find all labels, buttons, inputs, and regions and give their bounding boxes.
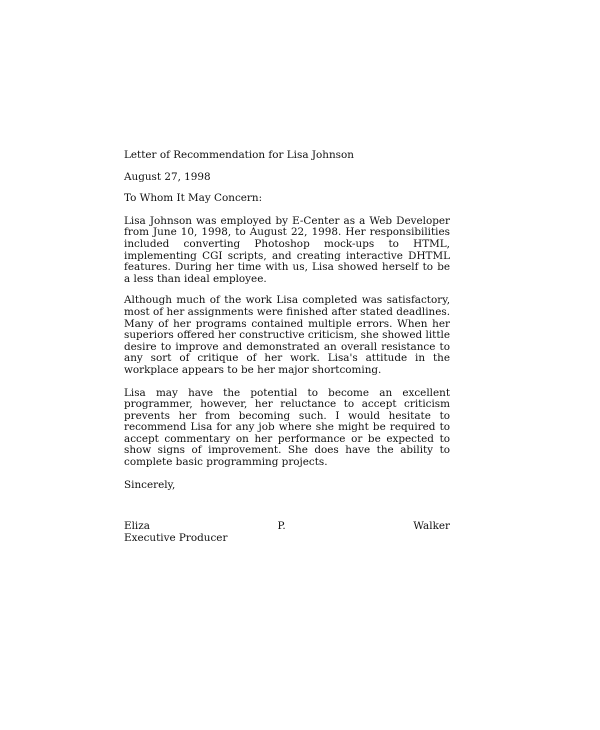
letter-closing: Sincerely, <box>124 478 176 491</box>
letter-paragraph-1: Lisa Johnson was employed by E-Center as a Web Developer from June 10, 1998, to August 22, 1998. Her responsibilities included converting Photoshop mock-ups to HTML, implementing CGI scripts, and creating interactive DHTML features. During her time with us, Lisa showed herself to be a less than ideal employee. <box>124 214 450 285</box>
signature-last-name: Walker <box>413 520 450 533</box>
letter-title: Letter of Recommendation for Lisa Johnson <box>124 149 354 161</box>
letter-paragraph-2: Although much of the work Lisa completed was satisfactory, most of her assignments were finished after stated deadlines. Many of her programs contained multiple errors. When her superiors offered her constructive criticism, she showed little desire to improve and demonstrated an overall resistance to any sort of critique of her work. Lisa's attitude in the workplace appears to be her major shortcoming. <box>124 294 450 376</box>
letter-body <box>124 150 450 544</box>
signature-middle-initial: P. <box>277 520 286 533</box>
letter-date: August 27, 1998 <box>124 170 211 183</box>
signature-first-name: Eliza <box>124 520 150 533</box>
signature-title: Executive Producer <box>124 531 228 544</box>
letter-salutation: To Whom It May Concern: <box>124 192 263 205</box>
letter-paragraph-3: Lisa may have the potential to become an excellent programmer, however, her reluctance to accept criticism prevents her from becoming such. I would hesitate to recommend Lisa for any job where she might be required to accept commentary on her performance or be expected to show signs of improvement. She does have the ability to complete basic programming projects. <box>124 386 450 469</box>
